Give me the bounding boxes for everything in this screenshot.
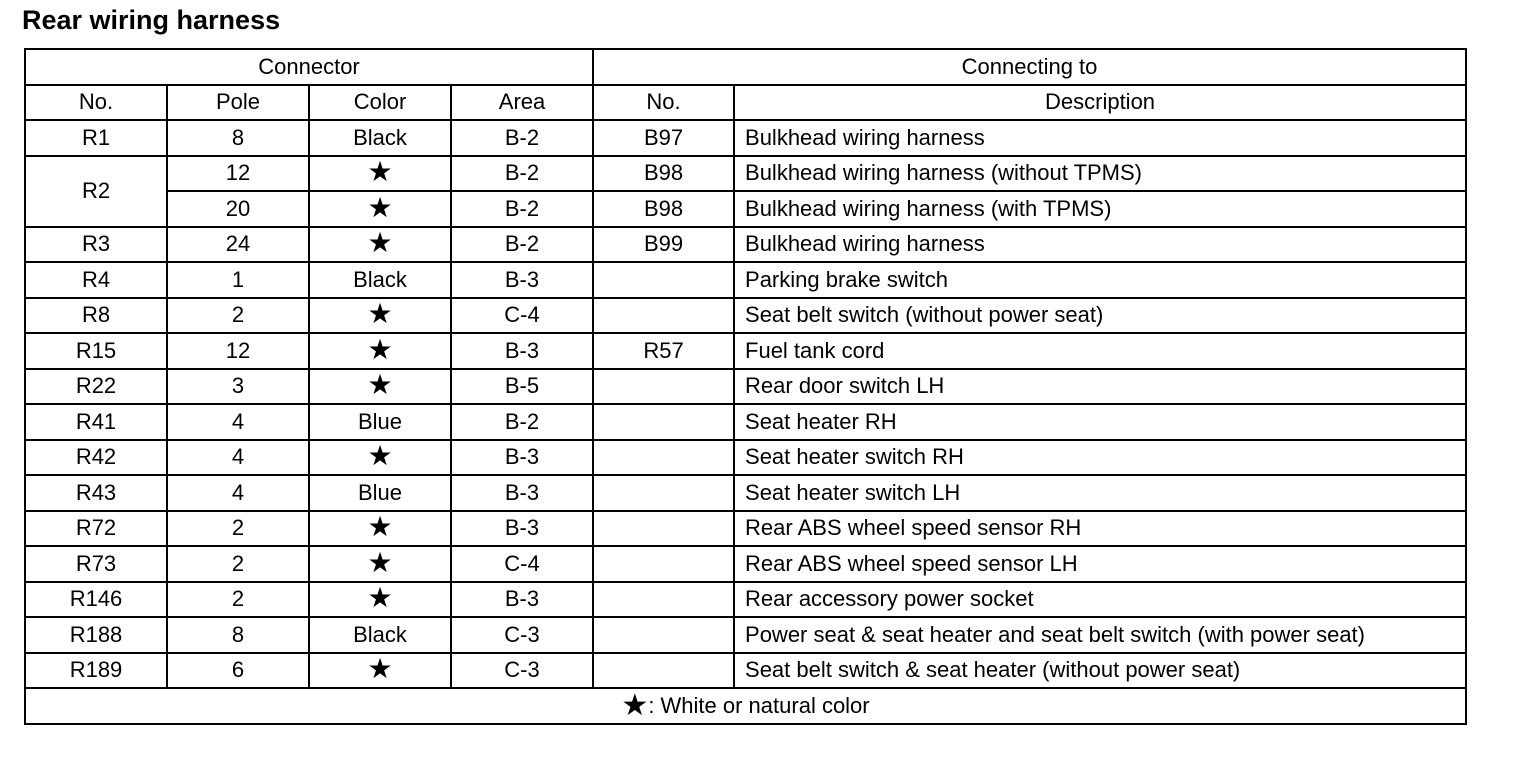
cell-description: Seat heater RH bbox=[734, 404, 1466, 440]
cell-area: B-2 bbox=[451, 404, 593, 440]
cell-description: Bulkhead wiring harness (without TPMS) bbox=[734, 156, 1466, 192]
cell-connecting-no bbox=[593, 546, 734, 582]
cell-connector-no: R188 bbox=[25, 617, 167, 653]
cell-description: Seat heater switch RH bbox=[734, 440, 1466, 476]
table-row bbox=[25, 511, 1466, 547]
cell-color: Black bbox=[309, 262, 451, 298]
cell-color bbox=[309, 369, 451, 405]
table-row bbox=[25, 617, 1466, 653]
cell-color bbox=[309, 511, 451, 547]
cell-connector-no: R22 bbox=[25, 369, 167, 405]
cell-connector-no: R43 bbox=[25, 475, 167, 511]
cell-description: Seat belt switch & seat heater (without power seat) bbox=[734, 653, 1466, 689]
cell-connecting-no bbox=[593, 617, 734, 653]
table-row bbox=[25, 546, 1466, 582]
cell-connecting-no bbox=[593, 262, 734, 298]
cell-color bbox=[309, 227, 451, 263]
table-row bbox=[25, 156, 1466, 192]
connector-table bbox=[24, 48, 1467, 725]
table-row bbox=[25, 333, 1466, 369]
cell-pole: 20 bbox=[167, 191, 309, 227]
cell-color: Black bbox=[309, 120, 451, 156]
cell-pole: 12 bbox=[167, 156, 309, 192]
cell-description: Bulkhead wiring harness bbox=[734, 120, 1466, 156]
column-header-color: Color bbox=[309, 85, 451, 121]
cell-connecting-no: B97 bbox=[593, 120, 734, 156]
cell-area: B-3 bbox=[451, 440, 593, 476]
cell-connector-no: R1 bbox=[25, 120, 167, 156]
star-icon: ★ bbox=[367, 582, 393, 614]
star-icon: ★ bbox=[367, 546, 393, 578]
cell-connecting-no bbox=[593, 298, 734, 334]
cell-description: Parking brake switch bbox=[734, 262, 1466, 298]
table-row bbox=[25, 653, 1466, 689]
cell-pole: 4 bbox=[167, 440, 309, 476]
cell-color bbox=[309, 440, 451, 476]
column-header-area: Area bbox=[451, 85, 593, 121]
cell-area: B-2 bbox=[451, 120, 593, 156]
table-row bbox=[25, 298, 1466, 334]
page-title: Rear wiring harness bbox=[22, 5, 281, 35]
cell-area: B-3 bbox=[451, 582, 593, 618]
cell-description: Bulkhead wiring harness bbox=[734, 227, 1466, 263]
table-row bbox=[25, 262, 1466, 298]
cell-connector-no: R189 bbox=[25, 653, 167, 689]
cell-connector-no: R4 bbox=[25, 262, 167, 298]
cell-connecting-no bbox=[593, 440, 734, 476]
star-icon: ★ bbox=[367, 511, 393, 543]
column-header-to-no: No. bbox=[593, 85, 734, 121]
cell-connecting-no bbox=[593, 653, 734, 689]
connecting-to-group-header: Connecting to bbox=[593, 49, 1466, 85]
cell-description: Rear accessory power socket bbox=[734, 582, 1466, 618]
cell-area: C-4 bbox=[451, 546, 593, 582]
cell-connecting-no bbox=[593, 369, 734, 405]
cell-pole: 2 bbox=[167, 298, 309, 334]
cell-connector-no: R15 bbox=[25, 333, 167, 369]
cell-area: B-5 bbox=[451, 369, 593, 405]
legend-text: : White or natural color bbox=[648, 692, 870, 718]
table-row bbox=[25, 191, 1466, 227]
cell-connector-no: R146 bbox=[25, 582, 167, 618]
star-icon: ★ bbox=[367, 227, 393, 259]
legend-row bbox=[25, 688, 1466, 724]
cell-connector-no: R41 bbox=[25, 404, 167, 440]
cell-color bbox=[309, 156, 451, 192]
cell-description: Seat heater switch LH bbox=[734, 475, 1466, 511]
star-icon: ★ bbox=[367, 653, 393, 685]
cell-connector-no: R8 bbox=[25, 298, 167, 334]
cell-connecting-no bbox=[593, 582, 734, 618]
cell-description: Rear ABS wheel speed sensor LH bbox=[734, 546, 1466, 582]
cell-color: Black bbox=[309, 617, 451, 653]
table-row bbox=[25, 120, 1466, 156]
table-body bbox=[25, 120, 1466, 688]
cell-color bbox=[309, 582, 451, 618]
cell-connecting-no bbox=[593, 511, 734, 547]
cell-pole: 2 bbox=[167, 582, 309, 618]
cell-connector-no: R2 bbox=[25, 156, 167, 227]
cell-connector-no: R42 bbox=[25, 440, 167, 476]
cell-pole: 8 bbox=[167, 617, 309, 653]
table-row bbox=[25, 404, 1466, 440]
cell-color bbox=[309, 298, 451, 334]
cell-connecting-no: R57 bbox=[593, 333, 734, 369]
star-icon: ★ bbox=[367, 440, 393, 472]
cell-area: B-3 bbox=[451, 511, 593, 547]
column-header-no: No. bbox=[25, 85, 167, 121]
cell-area: B-3 bbox=[451, 475, 593, 511]
cell-description: Rear ABS wheel speed sensor RH bbox=[734, 511, 1466, 547]
cell-pole: 2 bbox=[167, 511, 309, 547]
table-row bbox=[25, 582, 1466, 618]
cell-area: B-3 bbox=[451, 262, 593, 298]
cell-pole: 1 bbox=[167, 262, 309, 298]
star-icon: ★ bbox=[367, 156, 393, 188]
cell-description: Bulkhead wiring harness (with TPMS) bbox=[734, 191, 1466, 227]
cell-area: C-3 bbox=[451, 653, 593, 689]
cell-color: Blue bbox=[309, 475, 451, 511]
cell-color bbox=[309, 653, 451, 689]
cell-area: C-3 bbox=[451, 617, 593, 653]
column-header-pole: Pole bbox=[167, 85, 309, 121]
star-icon: ★ bbox=[367, 298, 393, 330]
cell-connecting-no: B98 bbox=[593, 191, 734, 227]
cell-connecting-no bbox=[593, 404, 734, 440]
table-row bbox=[25, 475, 1466, 511]
cell-color: Blue bbox=[309, 404, 451, 440]
star-icon: ★ bbox=[367, 369, 393, 401]
cell-pole: 8 bbox=[167, 120, 309, 156]
cell-area: B-2 bbox=[451, 156, 593, 192]
cell-connector-no: R73 bbox=[25, 546, 167, 582]
cell-color bbox=[309, 333, 451, 369]
cell-description: Seat belt switch (without power seat) bbox=[734, 298, 1466, 334]
column-header-row bbox=[25, 85, 1466, 121]
cell-color bbox=[309, 191, 451, 227]
cell-connecting-no: B98 bbox=[593, 156, 734, 192]
star-icon: ★ bbox=[621, 688, 649, 722]
cell-description: Fuel tank cord bbox=[734, 333, 1466, 369]
cell-pole: 6 bbox=[167, 653, 309, 689]
cell-connecting-no: B99 bbox=[593, 227, 734, 263]
cell-area: C-4 bbox=[451, 298, 593, 334]
connector-group-header: Connector bbox=[25, 49, 593, 85]
cell-connector-no: R3 bbox=[25, 227, 167, 263]
table-row bbox=[25, 227, 1466, 263]
cell-pole: 4 bbox=[167, 404, 309, 440]
cell-color bbox=[309, 546, 451, 582]
cell-description: Power seat & seat heater and seat belt switch (with power seat) bbox=[734, 617, 1466, 653]
cell-pole: 3 bbox=[167, 369, 309, 405]
cell-area: B-2 bbox=[451, 227, 593, 263]
cell-area: B-2 bbox=[451, 191, 593, 227]
cell-pole: 12 bbox=[167, 333, 309, 369]
cell-pole: 24 bbox=[167, 227, 309, 263]
table-row bbox=[25, 440, 1466, 476]
star-icon: ★ bbox=[367, 333, 393, 365]
cell-connector-no: R72 bbox=[25, 511, 167, 547]
cell-pole: 2 bbox=[167, 546, 309, 582]
cell-area: B-3 bbox=[451, 333, 593, 369]
cell-connecting-no bbox=[593, 475, 734, 511]
table-row bbox=[25, 369, 1466, 405]
cell-description: Rear door switch LH bbox=[734, 369, 1466, 405]
column-header-description: Description bbox=[734, 85, 1466, 121]
star-icon: ★ bbox=[367, 191, 393, 223]
group-header-row bbox=[25, 49, 1466, 85]
cell-pole: 4 bbox=[167, 475, 309, 511]
legend bbox=[25, 688, 1466, 724]
